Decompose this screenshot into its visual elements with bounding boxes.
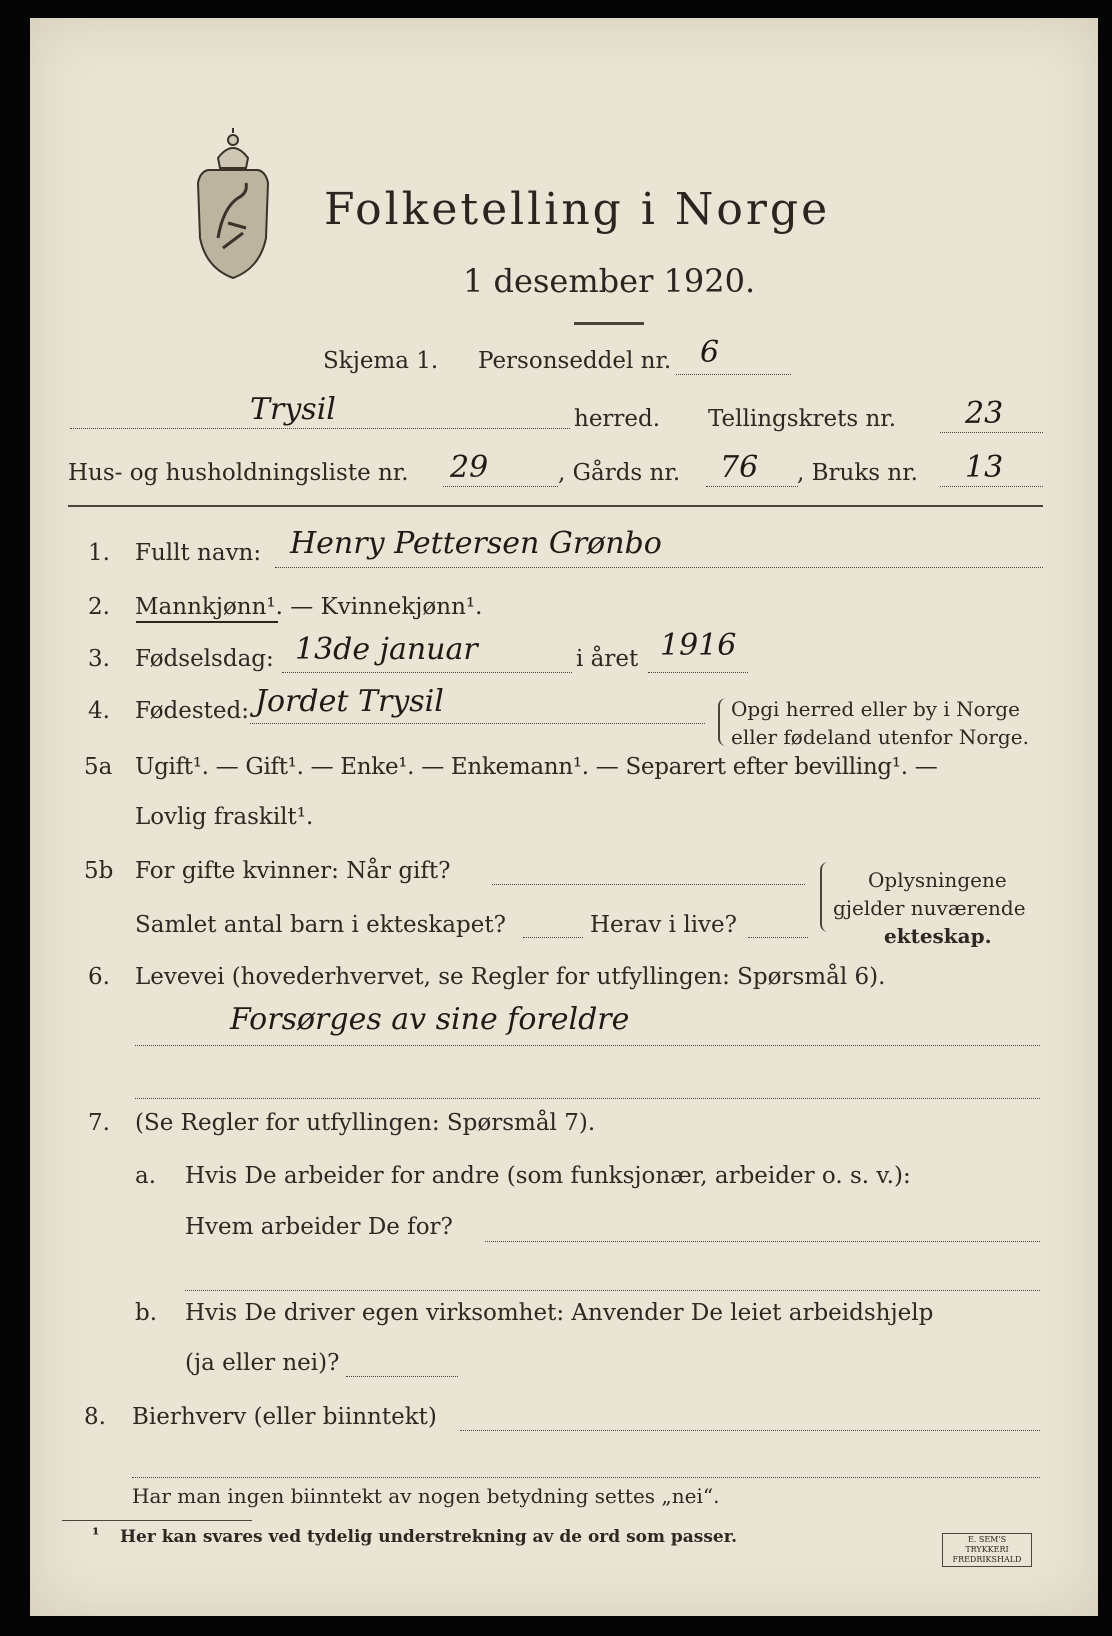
occupation-line-2[interactable]	[135, 1098, 1040, 1099]
side-income-note: Har man ingen biinntekt av nogen betydning settes „nei“.	[132, 1484, 720, 1508]
marital-status-divorced[interactable]: Lovlig fraskilt¹.	[135, 804, 314, 830]
birthplace-note-2: eller fødeland utenfor Norge.	[731, 725, 1029, 749]
children-alive-line[interactable]	[748, 937, 808, 938]
husliste-label: Hus- og husholdningsliste nr.	[68, 460, 409, 486]
herred-value[interactable]: Trysil	[250, 392, 336, 427]
bruks-value[interactable]: 13	[965, 450, 1004, 485]
skjema-label: Skjema 1.	[323, 348, 439, 374]
birthplace-note-1: Opgi herred eller by i Norge	[731, 697, 1020, 721]
sex-options[interactable]: Mannkjønn¹. — Kvinnekjønn¹.	[135, 594, 483, 620]
year-label: i året	[576, 646, 639, 672]
side-income-line-2[interactable]	[132, 1477, 1040, 1478]
q1-number: 1.	[88, 540, 110, 566]
birthday-line	[282, 672, 572, 673]
personseddel-value[interactable]: 6	[700, 335, 720, 370]
personseddel-label: Personseddel nr.	[478, 348, 672, 374]
husliste-value[interactable]: 29	[450, 450, 489, 485]
marital-status-options[interactable]: Ugift¹. — Gift¹. — Enke¹. — Enkemann¹. — Separert efter bevilling¹. —	[135, 754, 938, 780]
year-line	[648, 672, 748, 673]
q6-number: 6.	[88, 964, 110, 990]
q7a-question: Hvis De arbeider for andre (som funksjonær, arbeider o. s. v.):	[185, 1163, 911, 1189]
employer-line-2[interactable]	[185, 1290, 1040, 1291]
footnote-mark: ¹	[92, 1525, 100, 1545]
birthplace-value[interactable]: Jordet Trysil	[255, 684, 444, 719]
personseddel-line	[676, 374, 791, 375]
q7-label: (Se Regler for utfyllingen: Spørsmål 7).	[135, 1110, 596, 1136]
q8-number: 8.	[84, 1404, 106, 1430]
tellingskrets-value[interactable]: 23	[965, 396, 1004, 431]
children-alive-label: Herav i live?	[590, 912, 737, 938]
husliste-line	[443, 486, 558, 487]
header-divider	[68, 505, 1043, 507]
gards-line	[706, 486, 798, 487]
tellingskrets-label: Tellingskrets nr.	[708, 406, 897, 432]
occupation-value[interactable]: Forsørges av sine foreldre	[230, 1002, 630, 1037]
q7-number: 7.	[88, 1110, 110, 1136]
employer-label: Hvem arbeider De for?	[185, 1214, 453, 1240]
q7b-question: Hvis De driver egen virksomhet: Anvender De leiet arbeidshjelp	[185, 1300, 934, 1326]
q1-label: Fullt navn:	[135, 540, 262, 566]
birthplace-line	[250, 723, 705, 724]
tellingskrets-line	[940, 432, 1043, 433]
marriage-note-2: gjelder nuværende	[833, 896, 1026, 920]
census-date: 1 desember 1920.	[463, 262, 756, 300]
marriage-note-brace	[820, 862, 830, 932]
hired-help-line[interactable]	[346, 1376, 458, 1377]
birthday-value[interactable]: 13de januar	[295, 632, 478, 667]
gards-label: , Gårds nr.	[558, 460, 681, 486]
occupation-label: Levevei (hovederhvervet, se Regler for utfyllingen: Spørsmål 6).	[135, 964, 886, 990]
printer-stamp: E. SEM'S TRYKKERI FREDRIKSHALD	[942, 1533, 1032, 1567]
male-selected-underline	[136, 621, 278, 623]
marriage-note-1: Oplysningene	[868, 868, 1007, 892]
bruks-line	[940, 486, 1043, 487]
footnote: Her kan svares ved tydelig understrekning av de ord som passer.	[120, 1527, 738, 1547]
q7a-letter: a.	[135, 1163, 157, 1189]
q4-label: Fødested:	[135, 698, 250, 724]
q5b-number: 5b	[84, 858, 114, 884]
occupation-line-1	[135, 1045, 1040, 1046]
q5a-number: 5a	[84, 754, 113, 780]
q3-number: 3.	[88, 646, 110, 672]
q3-label: Fødselsdag:	[135, 646, 274, 672]
q2-number: 2.	[88, 594, 110, 620]
employer-line-1[interactable]	[485, 1241, 1040, 1242]
married-when-line[interactable]	[492, 884, 805, 885]
full-name-value[interactable]: Henry Pettersen Grønbo	[290, 526, 662, 561]
marriage-note-3: ekteskap.	[884, 924, 992, 948]
hired-help-label: (ja eller nei)?	[185, 1350, 340, 1376]
bruks-label: , Bruks nr.	[797, 460, 918, 486]
title-divider	[574, 322, 644, 325]
side-income-line-1[interactable]	[460, 1430, 1040, 1431]
birthplace-brace	[718, 698, 728, 746]
gards-value[interactable]: 76	[720, 450, 759, 485]
children-count-label: Samlet antal barn i ekteskapet?	[135, 912, 506, 938]
year-value[interactable]: 1916	[660, 628, 737, 663]
herred-label: herred.	[574, 406, 661, 432]
q4-number: 4.	[88, 698, 110, 724]
q7b-letter: b.	[135, 1300, 158, 1326]
children-count-line[interactable]	[523, 937, 583, 938]
norwegian-coat-of-arms-icon	[188, 128, 278, 288]
footnote-divider	[62, 1520, 252, 1521]
married-when-label: For gifte kvinner: Når gift?	[135, 858, 451, 884]
herred-line	[70, 428, 570, 429]
form-title: Folketelling i Norge	[324, 184, 831, 235]
side-income-label: Bierhverv (eller biinntekt)	[132, 1404, 437, 1430]
full-name-line	[275, 567, 1043, 568]
